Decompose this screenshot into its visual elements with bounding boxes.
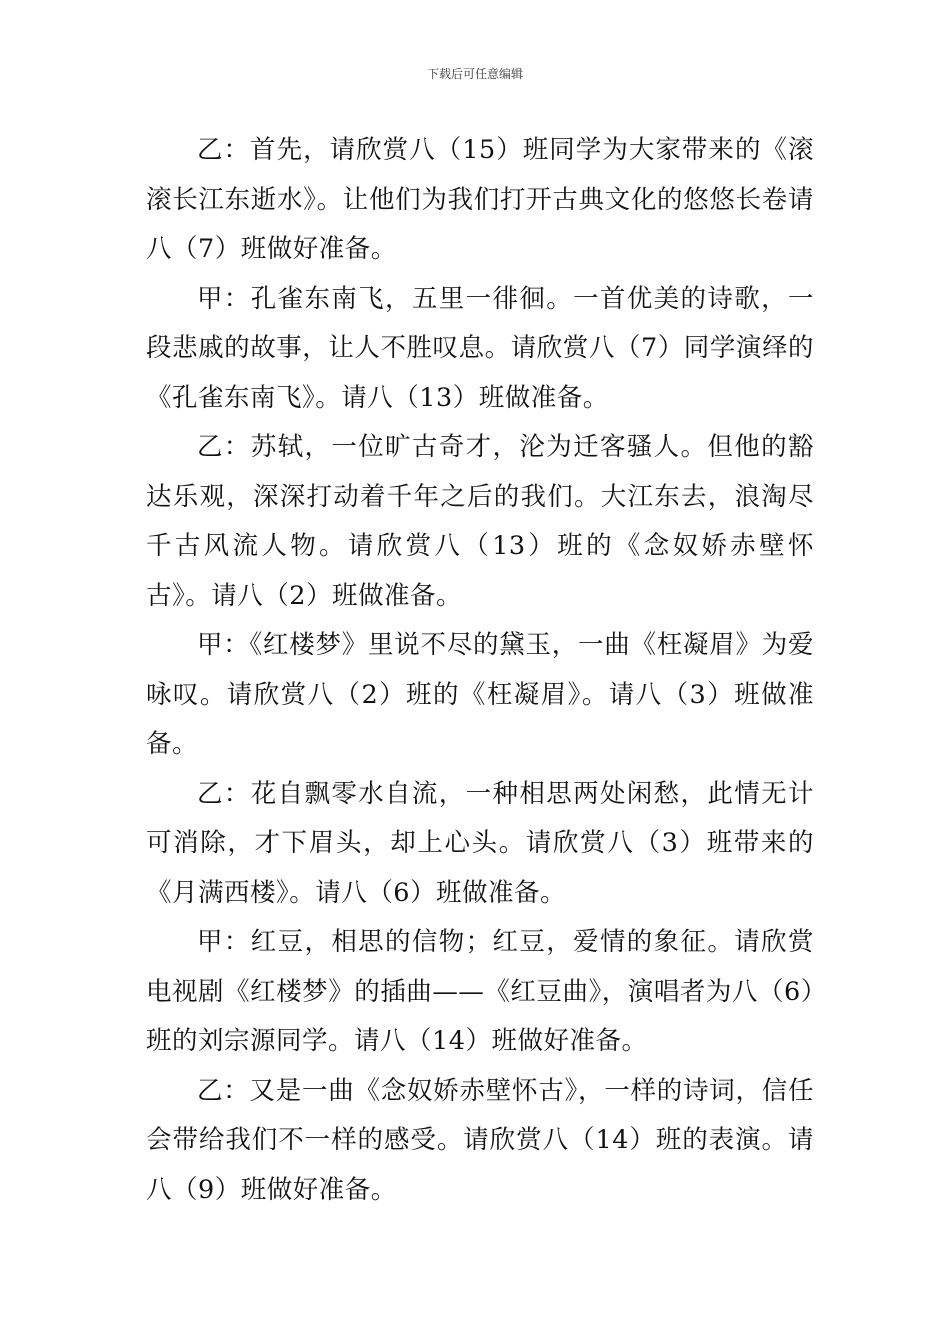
paragraph-1: 乙：首先，请欣赏八（15）班同学为大家带来的《滚滚长江东逝水》。让他们为我们打开古典文化的悠悠长卷请八（7）班做好准备。	[146, 135, 814, 264]
paragraph-5: 乙：花自飘零水自流，一种相思两处闲愁，此情无计可消除，才下眉头，却上心头。请欣赏八（3）班带来的《月满西楼》。请八（6）班做准备。	[146, 778, 814, 908]
document-body	[146, 126, 814, 1215]
paragraph-3: 乙：苏轼，一位旷古奇才，沦为迁客骚人。但他的豁达乐观，深深打动着千年之后的我们。大江东去，浪淘尽千古风流人物。请欣赏八（13）班的《念奴娇赤壁怀古》。请八（2）班做准备。	[146, 432, 814, 611]
paragraph-4: 甲：《红楼梦》里说不尽的黛玉，一曲《枉凝眉》为爱咏叹。请欣赏八（2）班的《枉凝眉》。请八（3）班做准备。	[146, 630, 814, 759]
paragraph-2: 甲：孔雀东南飞，五里一徘徊。一首优美的诗歌，一段悲戚的故事，让人不胜叹息。请欣赏八（7）同学演绎的《孔雀东南飞》。请八（13）班做准备。	[146, 283, 814, 413]
paragraph-6: 甲：红豆，相思的信物；红豆，爱情的象征。请欣赏电视剧《红楼梦》的插曲——《红豆曲》，演唱者为八（6）班的刘宗源同学。请八（14）班做好准备。	[146, 927, 814, 1056]
page-header: 下载后可任意编辑	[426, 67, 523, 81]
paragraph-7: 乙：又是一曲《念奴娇赤壁怀古》，一样的诗词，信任会带给我们不一样的感受。请欣赏八（14）班的表演。请八（9）班做好准备。	[146, 1075, 814, 1205]
